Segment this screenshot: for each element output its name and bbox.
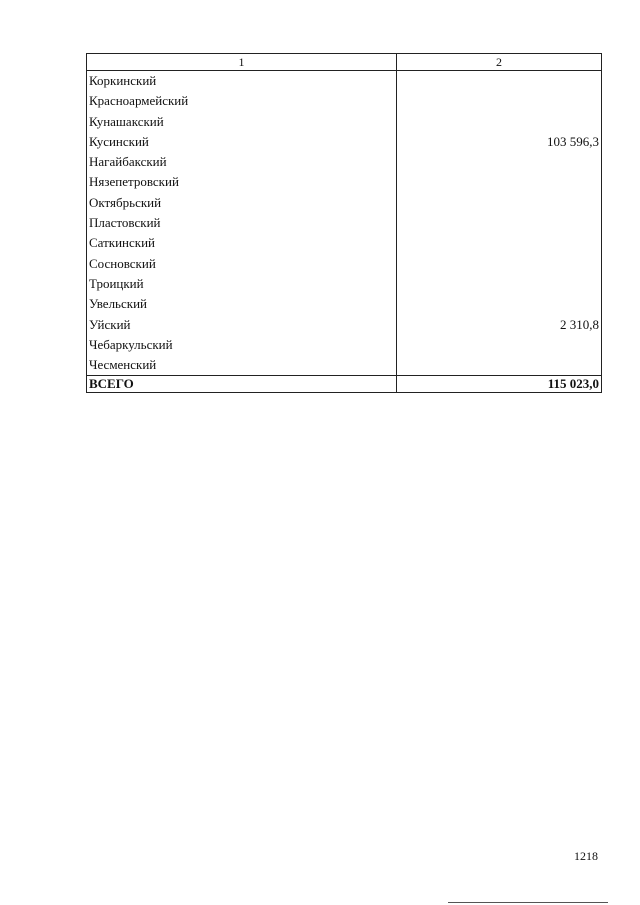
region-name: Чебаркульский: [87, 335, 397, 355]
table-row: [87, 315, 602, 335]
region-name: Нязепетровский: [87, 172, 397, 192]
region-name: Кусинский: [87, 132, 397, 152]
region-name: Красноармейский: [87, 91, 397, 111]
region-value: [397, 274, 602, 294]
table-row: [87, 355, 602, 376]
table-row: [87, 112, 602, 132]
column-header-1: 1: [87, 54, 397, 71]
region-name: Увельский: [87, 294, 397, 314]
table-row: [87, 274, 602, 294]
region-value: [397, 213, 602, 233]
region-name: Саткинский: [87, 233, 397, 253]
region-name: Коркинский: [87, 71, 397, 92]
table-row: [87, 193, 602, 213]
table-row: [87, 254, 602, 274]
table-header-row: [87, 54, 602, 71]
data-table: [86, 53, 602, 393]
region-value: [397, 355, 602, 376]
total-label: ВСЕГО: [87, 376, 397, 393]
region-value: [397, 71, 602, 92]
region-value: 2 310,8: [397, 315, 602, 335]
region-name: Кунашакский: [87, 112, 397, 132]
region-name: Уйский: [87, 315, 397, 335]
region-value: [397, 233, 602, 253]
region-name: Нагайбакский: [87, 152, 397, 172]
region-value: [397, 193, 602, 213]
region-name: Сосновский: [87, 254, 397, 274]
region-value: [397, 91, 602, 111]
region-value: [397, 335, 602, 355]
table-row: [87, 91, 602, 111]
table-row: [87, 152, 602, 172]
region-value: [397, 112, 602, 132]
region-value: 103 596,3: [397, 132, 602, 152]
region-value: [397, 254, 602, 274]
footer-rule: [448, 902, 608, 903]
total-value: 115 023,0: [397, 376, 602, 393]
table-row: [87, 132, 602, 152]
total-row: [87, 376, 602, 393]
region-name: Чесменский: [87, 355, 397, 376]
table-row: [87, 172, 602, 192]
region-value: [397, 294, 602, 314]
table-row: [87, 71, 602, 92]
region-name: Пластовский: [87, 213, 397, 233]
table-row: [87, 233, 602, 253]
region-value: [397, 152, 602, 172]
region-name: Троицкий: [87, 274, 397, 294]
table-row: [87, 335, 602, 355]
column-header-2: 2: [397, 54, 602, 71]
region-value: [397, 172, 602, 192]
region-name: Октябрьский: [87, 193, 397, 213]
page-number: 1218: [574, 849, 598, 863]
table-row: [87, 213, 602, 233]
table-row: [87, 294, 602, 314]
